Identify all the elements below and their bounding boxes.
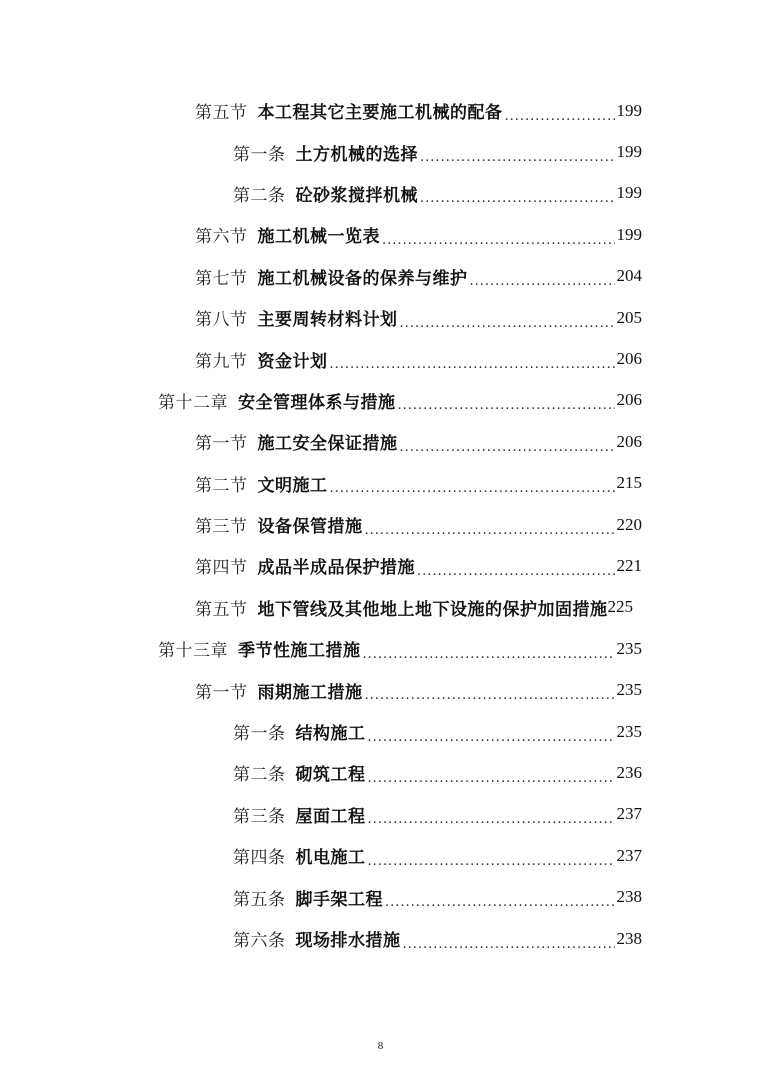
toc-entry-number: 第十三章	[158, 641, 228, 662]
toc-entry-title: 现场排水措施	[295, 931, 401, 951]
dot-leader	[382, 229, 615, 249]
toc-entry-number: 第九节	[195, 351, 248, 372]
toc-entry-title: 结构施工	[295, 724, 366, 745]
toc-entry-page: 238	[616, 928, 642, 948]
toc-entry[interactable]	[0, 794, 761, 835]
toc-entry-title: 成品半成品保护措施	[257, 558, 415, 579]
toc-entry-number: 第四节	[195, 558, 248, 579]
toc-entry-title: 地下管线及其他地上地下设施的保护加固措施	[257, 599, 608, 620]
toc-entry-page: 199	[616, 183, 642, 203]
dot-leader	[330, 477, 615, 497]
toc-entry-number: 第七节	[195, 268, 248, 289]
dot-leader	[505, 105, 615, 125]
toc-entry-number: 第一节	[195, 682, 248, 703]
toc-entry-title: 机电施工	[295, 848, 366, 869]
dot-leader	[363, 643, 615, 663]
toc-entry-page: 235	[616, 638, 642, 658]
toc-entry-number: 第一条	[233, 144, 286, 165]
toc-entry-page: 225	[607, 597, 633, 617]
toc-entry[interactable]	[0, 131, 761, 172]
toc-entry[interactable]	[0, 338, 761, 379]
dot-leader	[365, 519, 615, 539]
toc-entry[interactable]	[0, 90, 761, 131]
toc-entry-number: 第三条	[233, 806, 286, 827]
dot-leader	[403, 933, 615, 953]
toc-entry-page: 220	[616, 514, 642, 534]
toc-entry[interactable]	[0, 752, 761, 793]
toc-entry-page: 206	[616, 349, 642, 369]
dot-leader	[330, 353, 615, 373]
toc-entry[interactable]	[0, 587, 761, 628]
toc-entry-number: 第三节	[195, 517, 248, 538]
toc-entry[interactable]	[0, 876, 761, 917]
dot-leader	[368, 726, 615, 746]
toc-entry-number: 第一条	[233, 724, 286, 745]
toc-entry-page: 215	[616, 473, 642, 493]
dot-leader	[420, 146, 615, 166]
toc-entry-title: 施工机械一览表	[257, 227, 380, 248]
toc-entry-page: 235	[616, 721, 642, 741]
toc-entry[interactable]	[0, 835, 761, 876]
toc-entry-title: 施工安全保证措施	[257, 434, 398, 455]
toc-entry-number: 第六节	[195, 227, 248, 248]
toc-entry-title: 安全管理体系与措施	[238, 392, 396, 413]
toc-entry-number: 第四条	[233, 848, 286, 869]
toc-entry-page: 206	[616, 390, 642, 410]
dot-leader	[368, 850, 615, 870]
dot-leader	[470, 270, 615, 290]
toc-entry-title: 屋面工程	[295, 806, 366, 827]
toc-entry-page: 199	[616, 224, 642, 244]
toc-entry-title: 脚手架工程	[295, 889, 383, 910]
toc-entry-title: 雨期施工措施	[257, 682, 363, 703]
dot-leader	[400, 436, 615, 456]
toc-entry[interactable]	[0, 918, 761, 959]
toc-entry-page: 238	[616, 887, 642, 907]
toc-entry-number: 第二条	[233, 185, 286, 206]
toc-entry[interactable]	[0, 380, 761, 421]
dot-leader	[368, 767, 615, 787]
toc-entry-number: 第六条	[233, 931, 286, 951]
toc-entry-number: 第二节	[195, 475, 248, 496]
toc-entry[interactable]	[0, 504, 761, 545]
toc-entry[interactable]	[0, 421, 761, 462]
toc-entry-number: 第五节	[195, 103, 248, 124]
toc-entry-page: 199	[616, 100, 642, 120]
toc-entry-page: 204	[616, 266, 642, 286]
toc-entry[interactable]	[0, 545, 761, 586]
toc-entry[interactable]	[0, 711, 761, 752]
toc-entry-page: 221	[616, 555, 642, 575]
toc-entry-page: 206	[616, 431, 642, 451]
toc-entry-number: 第二条	[233, 765, 286, 786]
page-number: 8	[377, 1040, 384, 1052]
dot-leader	[398, 394, 615, 414]
toc-entry-title: 施工机械设备的保养与维护	[257, 268, 468, 289]
toc-entry-title: 季节性施工措施	[238, 641, 361, 662]
toc-entry-page: 237	[616, 845, 642, 865]
toc-entry-title: 资金计划	[257, 351, 328, 372]
toc-entry-title: 砌筑工程	[295, 765, 366, 786]
toc-entry[interactable]	[0, 297, 761, 338]
table-of-contents	[0, 90, 761, 959]
toc-entry-page: 236	[616, 762, 642, 782]
toc-entry-page: 199	[616, 142, 642, 162]
toc-entry-title: 本工程其它主要施工机械的配备	[257, 103, 503, 124]
toc-entry[interactable]	[0, 256, 761, 297]
toc-entry-number: 第一节	[195, 434, 248, 455]
toc-entry-page: 237	[616, 804, 642, 824]
dot-leader	[368, 808, 615, 828]
dot-leader	[400, 312, 615, 332]
toc-entry-title: 主要周转材料计划	[257, 310, 398, 331]
dot-leader	[365, 684, 615, 704]
toc-entry[interactable]	[0, 214, 761, 255]
toc-entry[interactable]	[0, 628, 761, 669]
toc-entry-title: 砼砂浆搅拌机械	[295, 185, 418, 206]
toc-entry-number: 第五节	[195, 599, 248, 620]
toc-entry[interactable]	[0, 669, 761, 710]
toc-entry-number: 第十二章	[158, 392, 228, 413]
toc-entry-title: 文明施工	[257, 475, 328, 496]
toc-entry-number: 第五条	[233, 889, 286, 910]
toc-entry-title: 设备保管措施	[257, 517, 363, 538]
toc-entry-title: 土方机械的选择	[295, 144, 418, 165]
toc-entry[interactable]	[0, 463, 761, 504]
toc-entry-page: 205	[616, 307, 642, 327]
dot-leader	[417, 560, 615, 580]
toc-entry-number: 第八节	[195, 310, 248, 331]
toc-entry[interactable]	[0, 173, 761, 214]
dot-leader	[420, 187, 615, 207]
toc-entry-page: 235	[616, 680, 642, 700]
dot-leader	[385, 891, 615, 911]
